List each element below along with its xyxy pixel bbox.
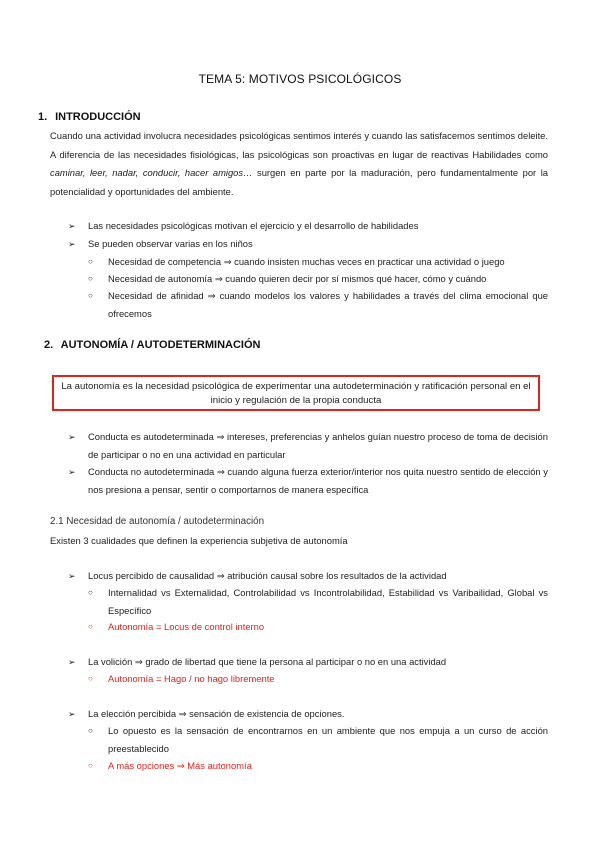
list-item (88, 757, 548, 775)
list-item (68, 235, 548, 253)
list-item (68, 653, 548, 671)
quality-label: La volición ⇒ grado de libertad que tiene la persona al participar o no en una actividad (88, 656, 447, 667)
arrow-bullet-icon: ➢ (68, 221, 76, 231)
circle-bullet-icon: ○ (88, 674, 93, 683)
list-item (88, 253, 548, 271)
subsection-intro: Existen 3 cualidades que definen la experiencia subjetiva de autonomía (50, 535, 348, 546)
arrow-bullet-icon: ➢ (68, 571, 76, 581)
arrow-bullet-icon: ➢ (68, 239, 76, 249)
list-item (68, 428, 548, 464)
circle-bullet-icon: ○ (88, 274, 93, 283)
section-1-heading (38, 111, 141, 123)
quality-detail: Lo opuesto es la sensación de encontrarnos en un ambiente que nos empuja a un curso de acción preestablecido (108, 725, 548, 754)
intro-paragraph (50, 127, 548, 201)
intro-italic-examples: caminar, leer, nadar, conducir, hacer amigos… (50, 167, 253, 178)
circle-bullet-icon: ○ (88, 291, 93, 300)
circle-bullet-icon: ○ (88, 257, 93, 266)
circle-bullet-icon: ○ (88, 622, 93, 631)
quality-detail: Internalidad vs Externalidad, Controlabilidad vs Incontrolabilidad, Estabilidad vs Varibailidad, Global vs Específico (108, 587, 548, 616)
quality-highlight: A más opciones ⇒ Más autonomía (108, 760, 252, 771)
sub-bullet-text: Necesidad de afinidad ⇒ cuando modelos los valores y habilidades a través del clima emocional que ofrecemos (108, 290, 548, 319)
quality-highlight: Autonomía = Hago / no hago libremente (108, 673, 275, 684)
circle-bullet-icon: ○ (88, 588, 93, 597)
section-2-heading (44, 339, 261, 351)
document-title: TEMA 5: MOTIVOS PSICOLÓGICOS (198, 72, 402, 86)
list-item (68, 217, 548, 235)
quality-highlight: Autonomía = Locus de control interno (108, 621, 265, 632)
quality-label: Locus percibido de causalidad ⇒ atribución causal sobre los resultados de la actividad (88, 570, 447, 581)
section-1-number: 1. (38, 111, 48, 123)
arrow-bullet-icon: ➢ (68, 709, 76, 719)
quality-label: La elección percibida ⇒ sensación de existencia de opciones. (88, 708, 345, 719)
list-item (88, 618, 548, 636)
list-item (88, 584, 548, 620)
arrow-bullet-icon: ➢ (68, 657, 76, 667)
arrow-bullet-icon: ➢ (68, 467, 76, 477)
circle-bullet-icon: ○ (88, 726, 93, 735)
arrow-bullet-icon: ➢ (68, 432, 76, 442)
definition-box: La autonomía es la necesidad psicológica de experimentar una autodeterminación y ratificación personal en el inicio y regulación de la propia conducta (52, 375, 540, 411)
list-item (88, 287, 548, 323)
intro-text-end: surgen en parte por la maduración, pero fundamentalmente por la potencialidad y oportunidades del ambiente. (50, 167, 548, 197)
section-2-number: 2. (44, 339, 54, 351)
list-item (88, 270, 548, 288)
section-2-title: AUTONOMÍA / AUTODETERMINACIÓN (60, 339, 261, 351)
bullet-text: Conducta no autodeterminada ⇒ cuando alguna fuerza exterior/interior nos quita nuestro sentido de elección y nos presiona a pensar, sentir o comportarnos de manera específica (88, 466, 548, 495)
list-item (88, 670, 548, 688)
sub-bullet-text: Necesidad de competencia ⇒ cuando insisten muchas veces en practicar una actividad o juego (108, 256, 505, 267)
bullet-text: Las necesidades psicológicas motivan el ejercicio y el desarrollo de habilidades (88, 220, 419, 231)
intro-text: Cuando una actividad involucra necesidades psicológicas sentimos interés y cuando las satisfacemos sentimos deleite. A diferencia de las necesidades fisiológicas, las psicológicas son proactivas en lugar de reactivas Habilidades como (50, 130, 548, 160)
sub-bullet-text: Necesidad de autonomía ⇒ cuando quieren decir por sí mismos qué hacer, cómo y cuándo (108, 273, 487, 284)
list-item (68, 567, 548, 585)
list-item (68, 463, 548, 499)
bullet-text: Conducta es autodeterminada ⇒ intereses, preferencias y anhelos guían nuestro proceso de toma de decisión de participar o no en una actividad en particular (88, 431, 548, 460)
list-item (88, 722, 548, 758)
bullet-text: Se pueden observar varias en los niños (88, 238, 253, 249)
list-item (68, 705, 548, 723)
circle-bullet-icon: ○ (88, 761, 93, 770)
section-1-title: INTRODUCCIÓN (55, 111, 141, 123)
subsection-heading: 2.1 Necesidad de autonomía / autodeterminación (50, 516, 265, 527)
